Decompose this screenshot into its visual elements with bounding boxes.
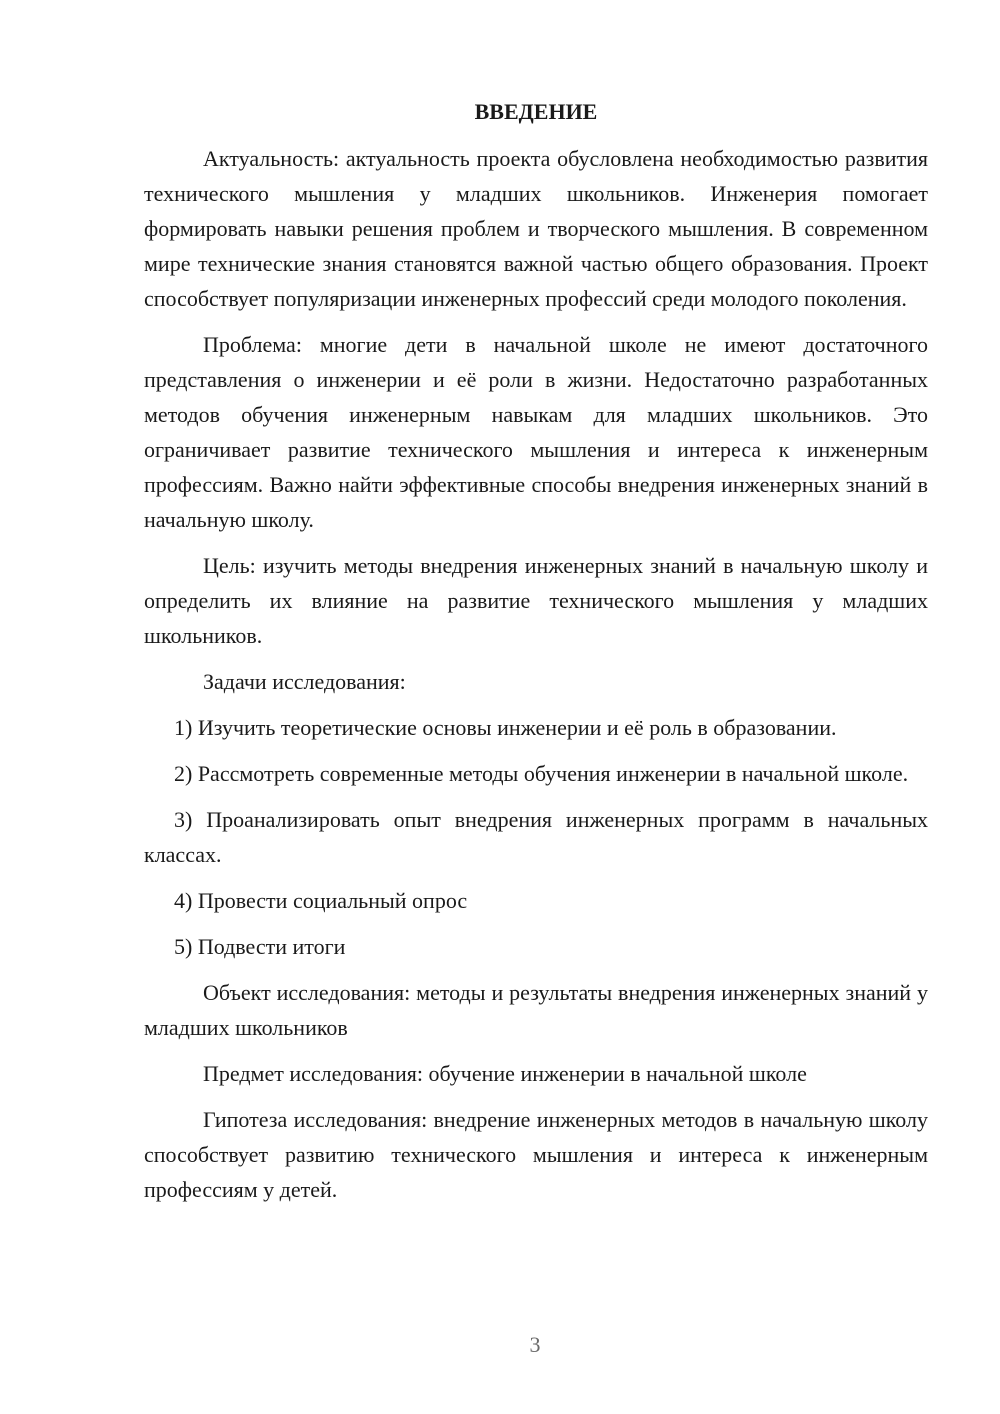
problem-paragraph: Проблема: многие дети в начальной школе не имеют достаточного представления о инженерии и её роли в жизни. Недостаточно разработанных методов обучения инженерным навыкам для младших школьников. Это ограничивает развитие технического мышления и интереса к инженерным профессиям. Важно найти эффективные способы внедрения инженерных знаний в начальную школу. <box>144 332 928 532</box>
task-item-2: 2) Рассмотреть современные методы обучения инженерии в начальной школе. <box>174 761 909 786</box>
page-body <box>144 94 928 1218</box>
page-number: 3 <box>529 1332 541 1357</box>
task-item-3: 3) Проанализировать опыт внедрения инженерных программ в начальных классах. <box>144 807 928 867</box>
hypothesis-paragraph: Гипотеза исследования: внедрение инженерных методов в начальную школу способствует развитию технического мышления и интереса к инженерным профессиям у детей. <box>144 1107 928 1202</box>
task-item-1: 1) Изучить теоретические основы инженерии и её роль в образовании. <box>174 715 837 740</box>
task-item-4: 4) Провести социальный опрос <box>174 888 468 913</box>
subject-paragraph: Предмет исследования: обучение инженерии в начальной школе <box>203 1061 807 1086</box>
section-heading: ВВЕДЕНИЕ <box>474 99 598 124</box>
object-paragraph: Объект исследования: методы и результаты внедрения инженерных знаний у младших школьников <box>144 980 928 1040</box>
tasks-title: Задачи исследования: <box>203 669 406 694</box>
relevance-paragraph: Актуальность: актуальность проекта обусловлена необходимостью развития технического мышления у младших школьников. Инженерия помогает формировать навыки решения проблем и творческого мышления. В современном мире технические знания становятся важной частью общего образования. Проект способствует популяризации инженерных профессий среди молодого поколения. <box>144 146 928 311</box>
goal-paragraph: Цель: изучить методы внедрения инженерных знаний в начальную школу и определить их влияние на развитие технического мышления у младших школьников. <box>144 553 928 648</box>
task-item-5: 5) Подвести итоги <box>174 934 346 959</box>
